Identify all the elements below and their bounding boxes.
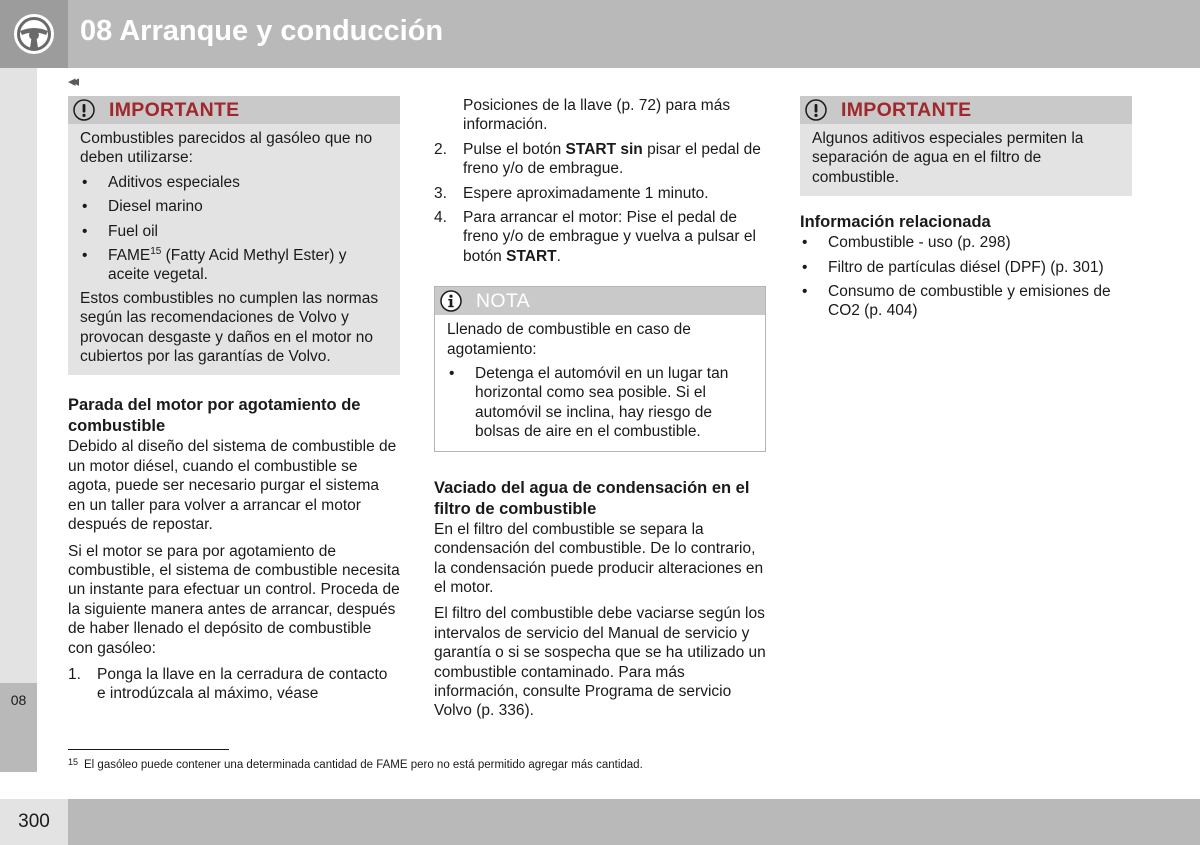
important-body	[68, 124, 400, 366]
chapter-side-tab[interactable]	[0, 683, 37, 772]
chapter-title: 08 Arranque y conducción	[80, 15, 444, 47]
warning-icon	[73, 99, 95, 121]
steps-list	[434, 96, 766, 266]
related-heading: Información relacionada	[800, 213, 991, 232]
header-icon-box	[0, 0, 68, 68]
related-link[interactable]: • Consumo de combustible y emisiones de CO2 (p. 404)	[802, 283, 1111, 320]
paragraph: El filtro del combustible debe vaciarse según los intervalos de servicio del Manual de servicio y garantía o si se sospecha que se ha utilizado un combustible contaminado. Para más información, consulte Programa de servicio Volvo (p. 336).	[434, 605, 766, 720]
column-right	[800, 96, 1132, 321]
important-box	[68, 96, 400, 375]
paragraph: Debido al diseño del sistema de combustible de un motor diésel, cuando el combustible se agota, puede ser necesario purgar el sistema en un taller para volver a arrancar el motor después de repostar.	[68, 438, 397, 534]
note-box	[434, 286, 766, 451]
footnote-divider	[68, 749, 229, 750]
back-navigation-icon[interactable]: ◂◂	[68, 73, 76, 90]
important-title: IMPORTANTE	[109, 99, 240, 121]
paragraph: En el filtro del combustible se separa la condensación del combustible. De lo contrario, la condensación puede producir alteraciones en el motor.	[434, 520, 764, 596]
footnote	[68, 755, 643, 772]
section-heading: Vaciado del agua de condensación en el filtro de combustible	[434, 478, 750, 518]
important-box-header	[800, 96, 1132, 124]
section-heading: Parada del motor por agotamiento de combustible	[68, 396, 361, 436]
fuel-list	[80, 173, 388, 285]
list-item: • Diesel marino	[82, 198, 203, 216]
list-item: 1. Ponga la llave en la cerradura de contacto e introdúzcala al máximo, véase	[68, 665, 388, 703]
link-text[interactable]: Posiciones de la llave (p. 72) para más información.	[463, 97, 731, 134]
list-item: 4. Para arrancar el motor: Pise el pedal de freno y/o de embrague y vuelva a pulsar el botón START.	[434, 209, 756, 265]
list-item: • Detenga el automóvil en un lugar tan horizontal como sea posible. Si el automóvil se inclina, hay riesgo de bolsas de aire en el combustible.	[449, 365, 729, 441]
note-intro: Llenado de combustible en caso de agotamiento:	[447, 321, 691, 358]
footnote-number: 15	[68, 757, 79, 767]
page-footer	[0, 799, 1200, 845]
paragraph: Si el motor se para por agotamiento de combustible, el sistema de combustible necesita un instante para efectuar un control. Proceda de la siguiente manera antes de arrancar, después de haber llenado el depósito de combustible con gasóleo:	[68, 542, 400, 657]
column-left	[68, 96, 400, 704]
note-box-header	[435, 287, 765, 315]
related-link[interactable]: • Combustible - uso (p. 298)	[802, 234, 1011, 252]
important-box	[800, 96, 1132, 196]
list-item: • Fuel oil	[82, 222, 158, 240]
important-text: Algunos aditivos especiales permiten la separación de agua en el filtro de combustible.	[812, 130, 1084, 186]
note-body	[435, 315, 765, 441]
important-closing: Estos combustibles no cumplen las normas según las recomendaciones de Volvo y provocan desgaste y daños en el motor no cubiertos por las garantías de Volvo.	[80, 289, 379, 366]
page-number: 300	[18, 811, 50, 832]
important-body	[800, 124, 1132, 187]
related-list	[800, 233, 1132, 321]
column-middle	[434, 96, 766, 721]
note-title: NOTA	[476, 290, 530, 313]
important-title: IMPORTANTE	[841, 99, 972, 121]
list-item: 3. Espere aproximadamente 1 minuto.	[434, 184, 709, 202]
steps-list	[68, 665, 400, 704]
footnote-text: El gasóleo puede contener una determinada cantidad de FAME pero no está permitido agregar más cantidad.	[84, 759, 643, 771]
note-list	[447, 364, 753, 442]
list-item	[434, 96, 766, 135]
chapter-tab-label: 08	[10, 692, 27, 708]
page-number-box	[0, 799, 68, 845]
important-box-header	[68, 96, 400, 124]
list-item: • FAME$^{15}$ (Fatty Acid Methyl Ester) y aceite vegetal.	[82, 246, 347, 284]
important-intro: Combustibles parecidos al gasóleo que no deben utilizarse:	[80, 130, 373, 167]
page-header	[0, 0, 1200, 68]
footnote-ref[interactable]: 15	[150, 246, 162, 258]
chapter-side-strip	[0, 68, 37, 772]
steering-wheel-icon	[13, 13, 55, 55]
info-icon	[440, 290, 462, 312]
related-link[interactable]: • Filtro de partículas diésel (DPF) (p. 301)	[802, 258, 1104, 276]
list-item: • Aditivos especiales	[82, 173, 240, 191]
list-item: 2. Pulse el botón START sin pisar el pedal de freno y/o de embrague.	[434, 140, 761, 178]
warning-icon	[805, 99, 827, 121]
